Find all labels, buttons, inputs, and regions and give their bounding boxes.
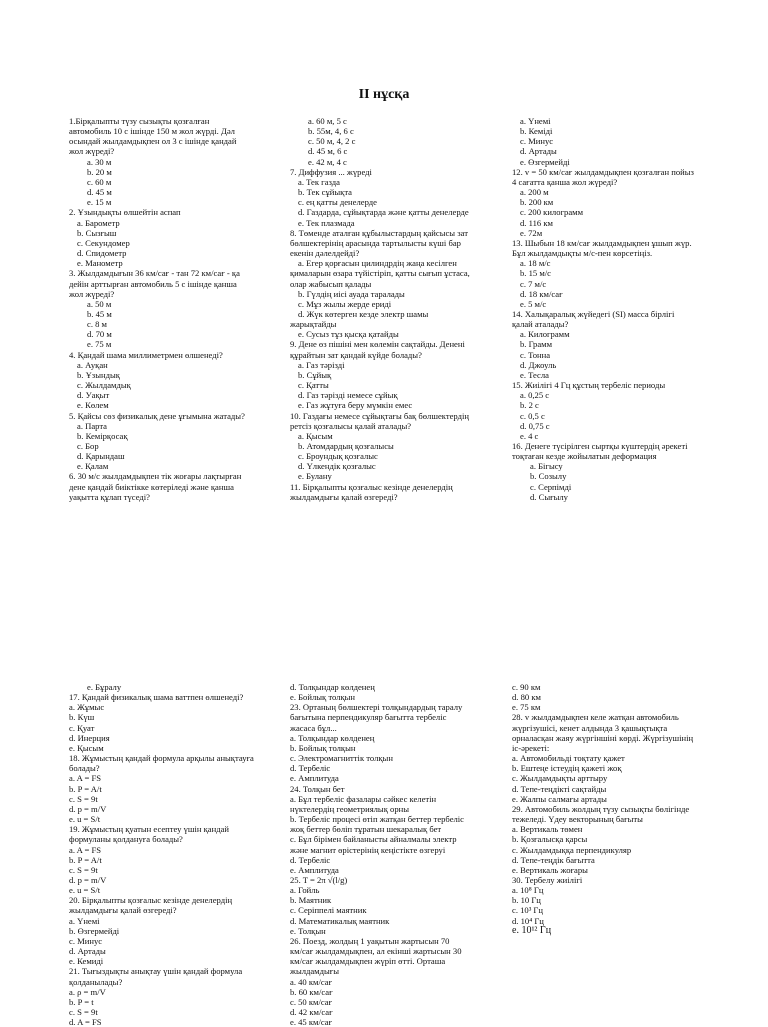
- question-line: іс-әрекеті:: [512, 742, 550, 753]
- answer-option: d. Артады: [520, 146, 557, 157]
- question-line: 7. Диффузия ... жүреді: [290, 166, 372, 177]
- question-line: дене қандай биіктікке көтеріледі және қанша: [69, 481, 234, 492]
- answer-option: e. 10¹² Гц: [512, 925, 552, 936]
- answer-option: a. Парта: [77, 420, 107, 431]
- question-line: бағытына перпендикуляр бағытта тербеліс: [290, 712, 447, 723]
- question-line: b. P = A/t: [69, 854, 102, 865]
- question-line: d. p = m/V: [69, 803, 107, 814]
- answer-option: b. Сызғыш: [77, 227, 117, 238]
- answer-option: a. 200 м: [520, 187, 549, 198]
- answer-option: c. 0,5 с: [520, 410, 545, 421]
- answer-option: b. Ұзындық: [77, 369, 120, 380]
- question-line: d. Тербеліс: [290, 854, 331, 865]
- question-line: a. Автомобильді тоқтату қажет: [512, 753, 625, 764]
- answer-option: c. 200 килограмм: [520, 207, 584, 218]
- answer-option: b. 200 км: [520, 197, 554, 208]
- answer-option: e. Тек плазмада: [298, 217, 355, 228]
- question-line: 21. Тығыздықты анықтау үшін қандай формула: [69, 966, 243, 977]
- answer-option: a. Қысым: [298, 430, 333, 441]
- question-line: d. Толқындар көлденең: [290, 682, 375, 692]
- question-line: a. A = FS: [69, 844, 102, 855]
- question-line: c. Бұл бірімен байланысты айналмалы электр: [290, 834, 457, 845]
- answer-option: e. Бұралу: [87, 682, 122, 692]
- question-line: e. Амплитуда: [290, 773, 339, 784]
- question-line: тежеледі. Үдеу векторының бағыты: [512, 814, 643, 825]
- answer-option: b. 15 м/с: [520, 268, 551, 279]
- answer-option: c. Минус: [520, 136, 554, 147]
- answer-option: d. 45 м: [87, 187, 112, 198]
- answer-option: a. 50 м: [87, 298, 112, 309]
- question-line: d. 42 км/сағ: [290, 1007, 333, 1017]
- answer-option: b. Атомдардың қозғалысы: [298, 441, 394, 451]
- question-line: формуланы қолдануға болады?: [69, 834, 183, 845]
- question-line: уақытта құлап түседі?: [69, 491, 150, 502]
- answer-option: a. Барометр: [77, 217, 120, 228]
- question-line: осындай жылдамдықпен ол 3 с ішінде қандай: [69, 136, 237, 147]
- answer-option: b. 45 м: [87, 308, 112, 319]
- answer-option: b. Тек сұйықта: [298, 187, 352, 198]
- question-line: b. Өзгермейді: [69, 925, 120, 936]
- question-line: болады?: [69, 763, 100, 774]
- answer-option: e. Қалам: [77, 461, 109, 472]
- question-line: олар жабысып қалады: [290, 278, 372, 289]
- question-line: 9. Дене өз пішіні мен көлемін сақтайды. Денені: [290, 339, 465, 350]
- question-line: c. S = 9t: [69, 864, 98, 875]
- question-line: 17. Қандай физикалық шама ваттпен өлшенеді?: [69, 692, 244, 703]
- question-line: 3. Жылдамдығын 36 км/сағ - тан 72 км/сағ - қа: [69, 268, 240, 279]
- answer-option: b. Гүлдің иісі ауада таралады: [298, 288, 405, 299]
- question-line: b. P = t: [69, 996, 94, 1007]
- answer-option: d. Қарындаш: [77, 451, 125, 462]
- answer-option: c. Секундомер: [77, 237, 130, 248]
- question-line: e. u = S/t: [69, 885, 101, 896]
- question-line: км/сағ жылдамдықпен, ал екінші жартысын 30: [290, 946, 462, 957]
- question-line: c. S = 9t: [69, 793, 98, 804]
- answer-option: c. Жылдамдық: [77, 380, 131, 391]
- question-line: c. 10³ Гц: [512, 905, 543, 916]
- question-line: 29. Автомобиль жолдың түзу сызықты бөлігінде: [512, 803, 690, 814]
- page1-column-2: [290, 116, 490, 502]
- question-line: b. 10 Гц: [512, 895, 541, 906]
- question-line: a. 40 км/сағ: [290, 976, 333, 987]
- answer-option: d. 18 км/сағ: [520, 288, 563, 299]
- question-line: e. Жалпы салмағы артады: [512, 793, 607, 804]
- question-line: c. Жылдамдықты арттыру: [512, 773, 608, 784]
- question-line: d. 80 км: [512, 692, 541, 703]
- question-line: b. Тербеліс процесі өтіп жатқан беттер тербеліс: [290, 814, 464, 825]
- answer-option: e. Сусыз тұз қысқа қатайды: [298, 329, 399, 340]
- answer-option: d. Газ тәрізді немесе сұйық: [298, 390, 398, 401]
- question-line: жылдамдығы: [290, 966, 340, 977]
- question-line: 12. v = 50 км/сағ жылдамдықпен қозғалған пойыз: [512, 166, 694, 177]
- answer-option: b. Кеміді: [520, 126, 553, 137]
- question-line: a. Гойль: [290, 885, 320, 896]
- answer-option: e. 15 м: [87, 197, 112, 208]
- question-line: 28. v жылдамдықпен келе жатқан автомобиль: [512, 712, 679, 723]
- question-line: b. P = A/t: [69, 783, 102, 794]
- answer-option: e. 5 м/с: [520, 298, 547, 309]
- question-line: a. A = FS: [69, 773, 102, 784]
- answer-option: d. 70 м: [87, 329, 112, 340]
- question-line: қималарын өзара түйістіріп, қатты сығып ұстаса,: [290, 268, 470, 279]
- question-line: 4 сағатта қанша жол жүреді?: [512, 176, 618, 187]
- answer-option: d. 116 км: [520, 217, 553, 228]
- answer-option: e. Булану: [298, 471, 332, 482]
- answer-option: c. Бор: [77, 441, 99, 451]
- question-line: және магнит өрістерінің кеңістікте өзгеруі: [290, 844, 446, 855]
- question-line: жылдамдығы қалай өзгереді?: [69, 905, 177, 916]
- question-line: жол жүреді?: [69, 288, 115, 299]
- answer-option: c. 50 м, 4, 2 с: [308, 136, 356, 147]
- question-line: 4. Қандай шама миллиметрмен өлшенеді?: [69, 349, 223, 360]
- answer-option: a. Үнемі: [520, 116, 551, 126]
- question-line: 10. Газдағы немесе сұйықтағы бақ бөлшектердің: [290, 410, 469, 421]
- answer-option: d. 45 м, 6 с: [308, 146, 348, 157]
- question-line: a. Толқындар көлденең: [290, 732, 375, 743]
- answer-option: e. Манометр: [77, 258, 123, 269]
- question-line: d. Тербеліс: [290, 763, 331, 774]
- answer-option: a. 60 м, 5 с: [308, 116, 347, 126]
- question-line: 23. Ортаның бөлшектері толқындардың таралу: [290, 702, 463, 713]
- answer-option: e. 42 м, 4 с: [308, 156, 347, 167]
- question-line: 6. 30 м/с жылдамдықпен тік жоғары лақтырған: [69, 471, 242, 482]
- answer-option: e. 4 с: [520, 430, 539, 441]
- question-line: ретсіз қозғалысы қалай аталады?: [290, 420, 412, 431]
- page-title: II нұсқа: [358, 87, 410, 102]
- question-line: e. Бойлық толқын: [290, 692, 355, 703]
- question-line: e. Қысым: [69, 742, 104, 753]
- question-line: орналасқан жаяу жүргіншіні көрді. Жүргізушінің: [512, 732, 694, 743]
- question-line: d. Тепе-теңдікті сақтайды: [512, 783, 607, 794]
- question-line: d. 10⁴ Гц: [512, 915, 544, 926]
- question-line: 25. T = 2π √(l/g): [290, 874, 348, 885]
- question-line: b. Бойлық толқын: [290, 742, 356, 753]
- question-line: a. Вертикаль төмен: [512, 824, 583, 835]
- question-line: 16. Денеге түсірілген сыртқы күштердің әрекеті: [512, 441, 688, 451]
- answer-option: e. 75 м: [87, 339, 112, 350]
- answer-option: a. Ауқан: [77, 359, 108, 370]
- answer-option: b. 20 м: [87, 166, 112, 177]
- answer-option: a. 30 м: [87, 156, 112, 167]
- question-line: 15. Жиілігі 4 Гц құстың тербеліс периоды: [512, 380, 666, 391]
- answer-option: e. Көлем: [77, 400, 109, 411]
- question-line: c. Қуат: [69, 722, 95, 733]
- page1-column-1: [69, 116, 269, 502]
- question-line: 13. Шыбын 18 км/сағ жылдамдықпен ұшып жүр.: [512, 237, 692, 248]
- question-line: жасаса бұл...: [290, 722, 337, 733]
- question-line: b. Маятник: [290, 895, 332, 906]
- question-line: қолданылады?: [69, 976, 123, 987]
- answer-option: b. Грамм: [520, 339, 553, 350]
- question-line: e. Амплитуда: [290, 864, 339, 875]
- question-line: a. Жұмыс: [69, 702, 105, 713]
- answer-option: c. 7 м/с: [520, 278, 547, 289]
- question-line: a. ρ = m/V: [69, 986, 106, 997]
- question-line: e. Кемиді: [69, 956, 104, 967]
- question-line: c. Электромагниттік толқын: [290, 753, 393, 764]
- page2-column-1: [69, 682, 269, 1027]
- answer-option: e. Тесла: [520, 369, 549, 380]
- question-line: дейін арттырған автомобиль 5 с ішінде қанша: [69, 278, 237, 289]
- question-line: км/сағ жылдамдықпен жүріп өтті. Орташа: [290, 956, 446, 967]
- question-line: 1.Бірқалыпты түзу сызықты қозғалған: [69, 116, 210, 126]
- question-line: b. Күш: [69, 712, 95, 723]
- answer-option: a. Бігысу: [530, 461, 563, 472]
- question-line: 14. Халықаралық жүйедегі (SI) масса бірлігі: [512, 308, 675, 319]
- answer-option: a. Килограмм: [520, 329, 570, 340]
- question-line: e. Вертикаль жоғары: [512, 864, 588, 875]
- question-line: d. A = FS: [69, 1017, 102, 1027]
- answer-option: e. Газ жұтуға беру мүмкін емес: [298, 400, 413, 411]
- question-line: c. Жылдамдыққа перпендикуляр: [512, 844, 632, 855]
- page2-column-2: [290, 682, 490, 1027]
- answer-option: c. Серпімді: [530, 481, 572, 492]
- answer-option: c. ең қатты денелерде: [298, 197, 377, 208]
- answer-option: e. Өзгермейді: [520, 156, 570, 167]
- question-line: d. Артады: [69, 946, 106, 957]
- answer-option: d. Үлкендік қозғалыс: [298, 461, 376, 472]
- question-line: b. Қозғалысқа қарсы: [512, 834, 588, 845]
- page1-column-3: [512, 116, 712, 502]
- answer-option: d. 0,75 с: [520, 420, 550, 431]
- question-line: c. 50 км/сағ: [290, 996, 333, 1007]
- question-line: жылдамдығы қалай өзгереді?: [290, 491, 398, 502]
- answer-option: d. Уақыт: [77, 390, 110, 401]
- question-line: қалай аталады?: [512, 319, 569, 330]
- question-line: жүргізушісі, кенет алдында 3 қашықтықта: [512, 722, 668, 733]
- question-line: бөлшектерінің арасында тартылысты күші бар: [290, 237, 461, 248]
- question-line: b. Ештеңе істеудің қажеті жоқ: [512, 763, 622, 774]
- question-line: d. Математикалық маятник: [290, 915, 390, 926]
- answer-option: b. 2 с: [520, 400, 539, 411]
- answer-option: d. Спидометр: [77, 248, 127, 259]
- answer-option: c. Тонна: [520, 349, 551, 360]
- question-line: d. p = m/V: [69, 874, 107, 885]
- answer-option: b. 55м, 4, 6 с: [308, 126, 354, 137]
- answer-option: d. Газдарда, сұйықтарда және қатты денелерде: [298, 207, 469, 218]
- answer-option: c. 60 м: [87, 176, 112, 187]
- question-line: 5. Қайсы сөз физикалық дене ұғымына жатады?: [69, 410, 245, 421]
- answer-option: d. Жүк көтерген кезде электр шамы: [298, 308, 429, 319]
- answer-option: e. 72м: [520, 227, 543, 238]
- question-line: 18. Жұмыстың қандай формула арқылы анықтауға: [69, 753, 254, 764]
- question-line: e. Толқын: [290, 925, 326, 936]
- question-line: c. Минус: [69, 935, 103, 946]
- question-line: 11. Бірқалыпты қозғалыс кезінде денелердің: [290, 481, 453, 492]
- answer-option: c. Мұз жылы жерде ериді: [298, 298, 392, 309]
- answer-option: a. Тек газда: [298, 176, 340, 187]
- question-line: 26. Поезд, жолдың 1 уақытын жартысын 70: [290, 935, 450, 946]
- question-line: c. S = 9t: [69, 1007, 98, 1017]
- page2-column-3: [512, 682, 712, 936]
- answer-option: a. 0,25 с: [520, 390, 550, 401]
- question-line: b. 60 км/сағ: [290, 986, 333, 997]
- answer-option: d. Сығылу: [530, 491, 568, 502]
- question-line: 8. Төменде аталған құбылыстардың қайсысы зат: [290, 227, 468, 238]
- question-line: жоқ беттер бөліп тұратын шекаралық бет: [290, 824, 442, 835]
- answer-option: b. Кемірқосақ: [77, 430, 128, 441]
- answer-option: a. 18 м/с: [520, 258, 551, 269]
- answer-option: b. Сұйық: [298, 369, 332, 380]
- question-line: құрайтын зат қандай күйде болады?: [290, 349, 422, 360]
- answer-option: b. Созылу: [530, 471, 567, 482]
- question-line: нүктелердің геометриялық орны: [290, 803, 409, 814]
- question-line: 19. Жұмыстың қуатын есептеу үшін қандай: [69, 824, 230, 835]
- answer-option: a. Егер қорғасын цилиндрдің жаңа кесілген: [298, 258, 457, 269]
- question-line: e. 45 км/сағ: [290, 1017, 333, 1027]
- question-line: 24. Толқын бет: [290, 783, 345, 794]
- question-line: екенін дәлелдейді?: [290, 248, 360, 259]
- question-line: e. u = S/t: [69, 814, 101, 825]
- question-line: автомобиль 10 с ішінде 150 м жол жүрді. Дәл: [69, 126, 235, 137]
- question-line: a. Үнемі: [69, 915, 100, 926]
- answer-option: c. Броундық қозғалыс: [298, 451, 378, 462]
- question-line: d. Инерция: [69, 732, 110, 743]
- answer-option: d. Джоуль: [520, 359, 557, 370]
- question-line: тоқтаған кезде жойылатын деформация: [512, 451, 657, 462]
- answer-option: c. 8 м: [87, 319, 107, 330]
- answer-option: c. Қатты: [298, 380, 329, 391]
- question-line: a. Бұл тербеліс фазалары сәйкес келетін: [290, 793, 437, 804]
- question-line: жол жүреді?: [69, 146, 115, 157]
- question-line: 2. Ұзындықты өлшейтін аспап: [69, 207, 181, 218]
- answer-option: a. Газ тәрізді: [298, 359, 345, 370]
- question-line: жарықтайды: [290, 319, 337, 330]
- question-line: Бұл жылдамдықты м/с-пен көрсетіңіз.: [512, 248, 653, 259]
- question-line: 30. Тербелу жиілігі: [512, 874, 583, 885]
- question-line: a. 10⁸ Гц: [512, 885, 544, 896]
- question-line: e. 75 км: [512, 702, 541, 713]
- question-line: c. 90 км: [512, 682, 541, 692]
- question-line: 20. Бірқалыпты қозғалыс кезінде денелердің: [69, 895, 233, 906]
- question-line: c. Серіппелі маятник: [290, 905, 367, 916]
- question-line: d. Тепе-теңдік бағытта: [512, 854, 595, 865]
